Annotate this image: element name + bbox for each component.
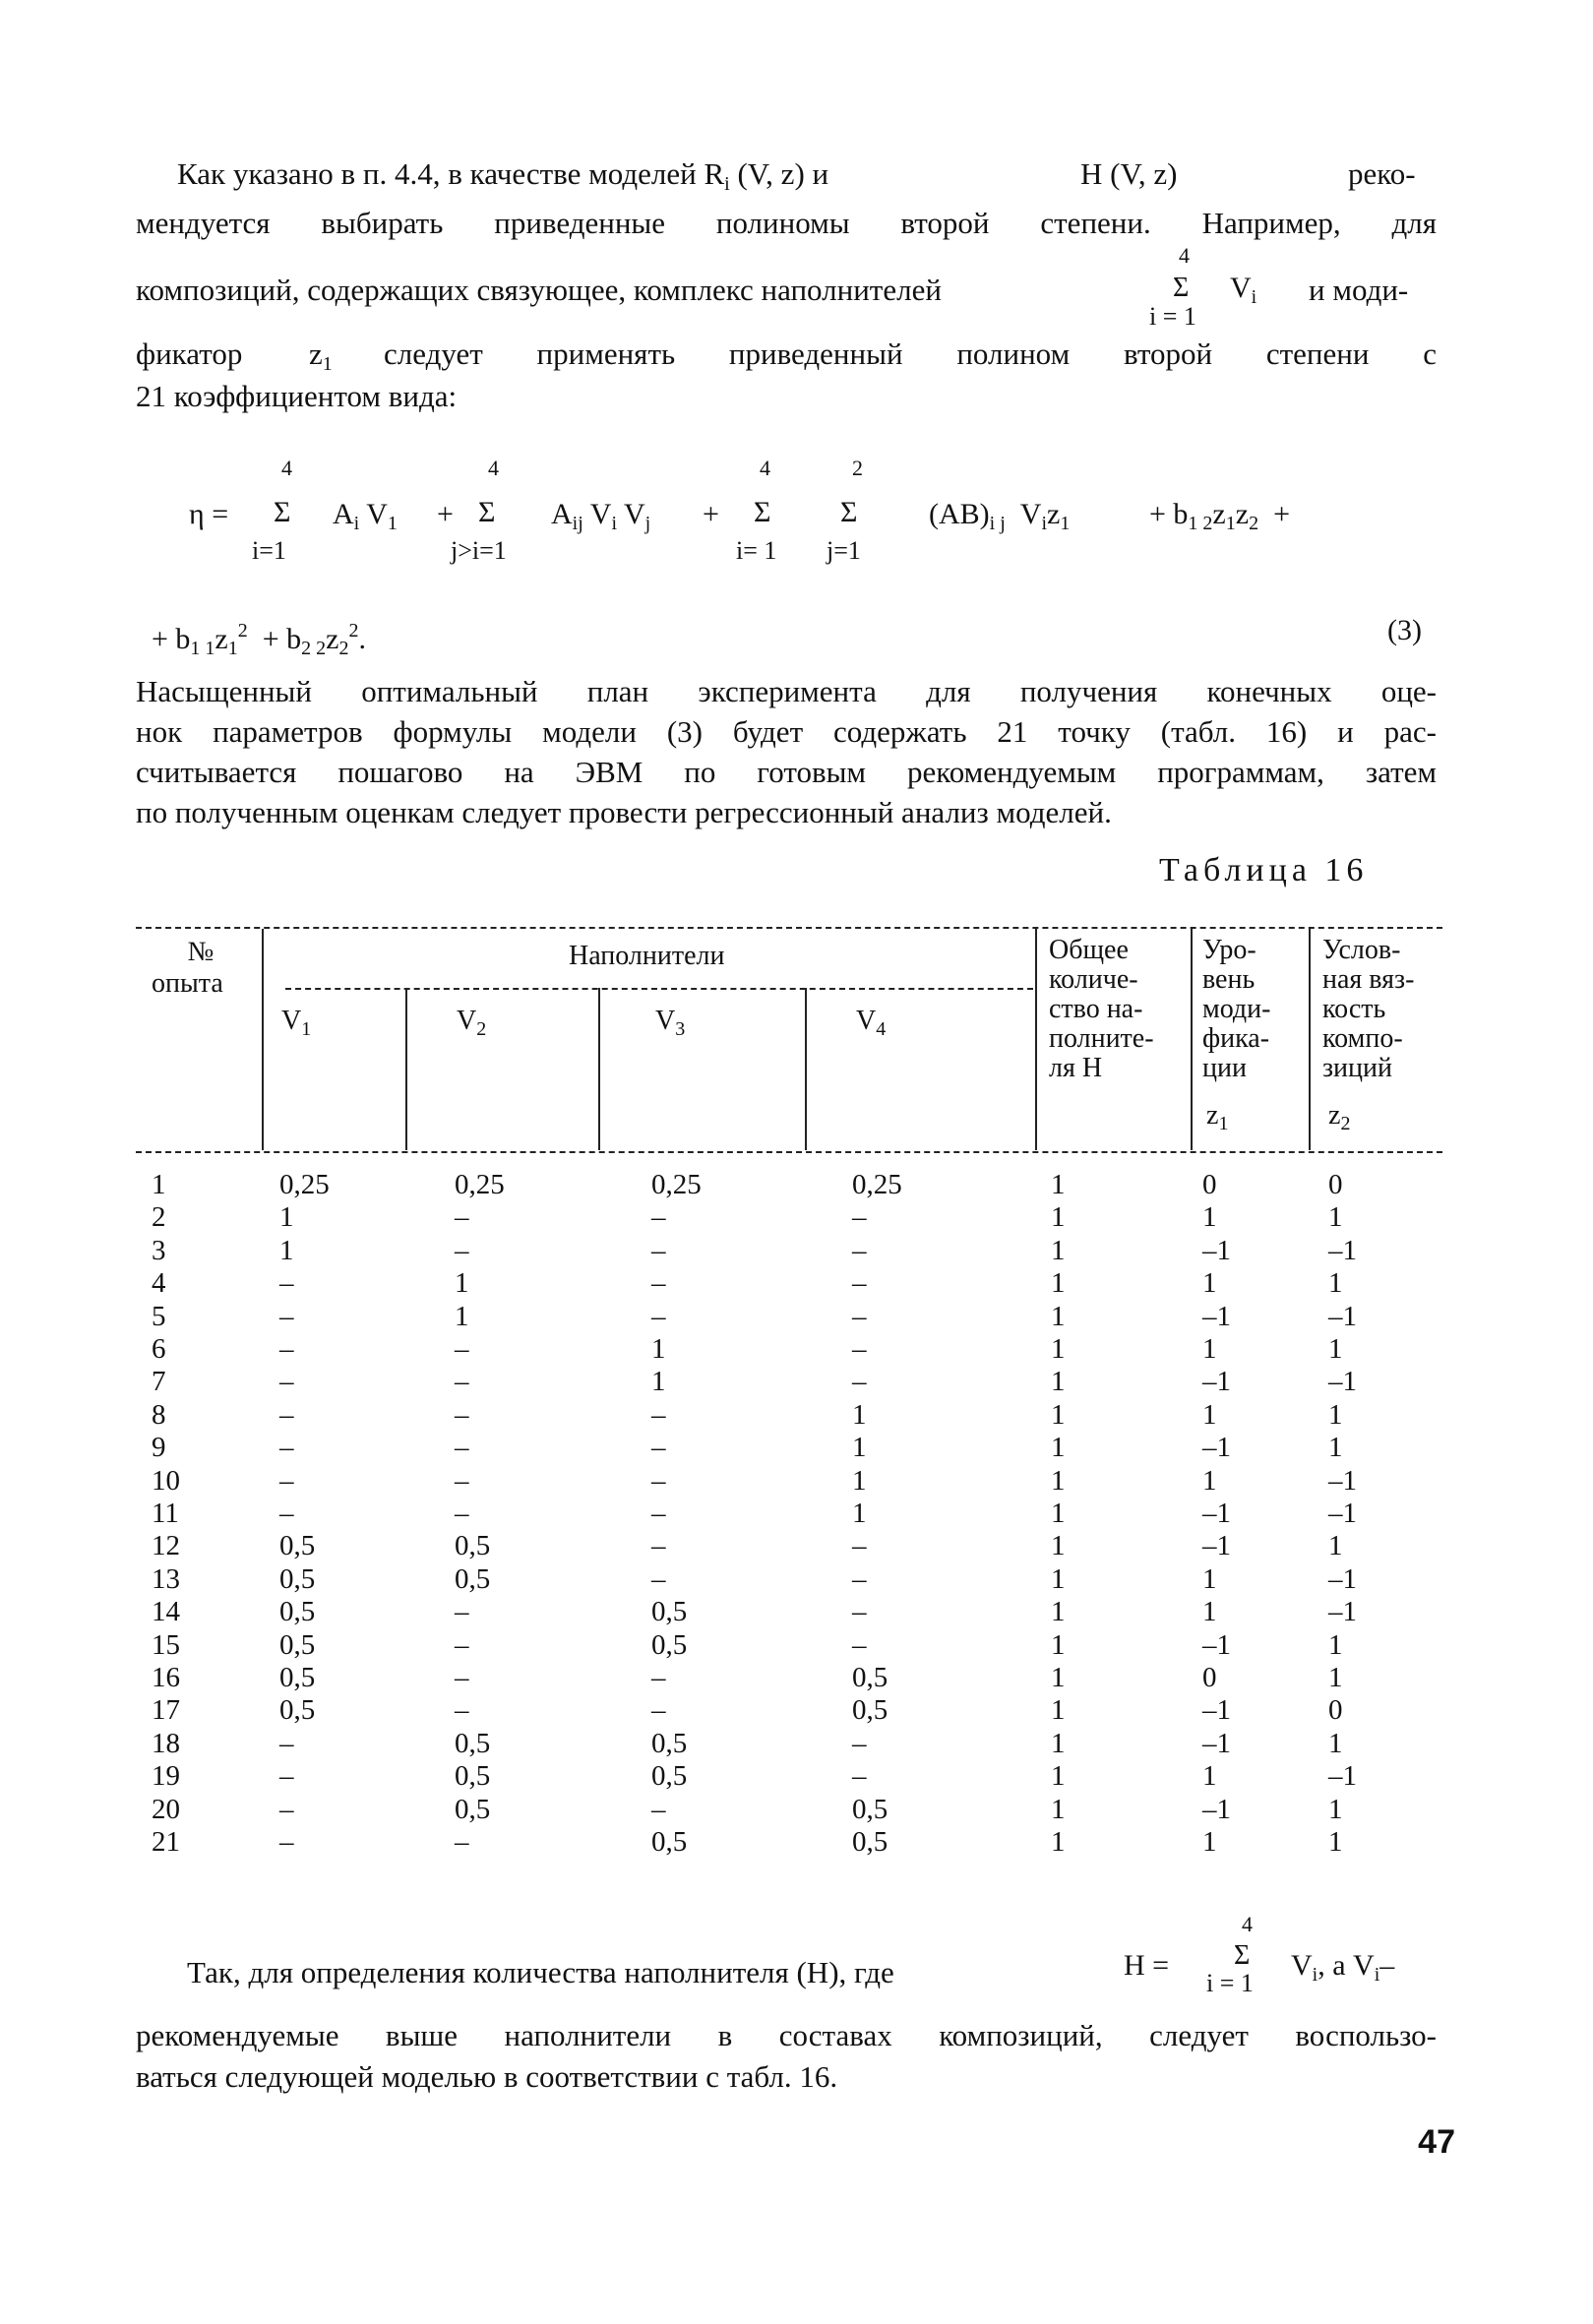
table-cell: 0,25 [651,1169,702,1200]
sum4-bot: j=1 [827,536,861,565]
table-cell: – [852,1333,867,1365]
table-cell: – [455,1826,469,1858]
table-cell: 0,5 [852,1826,888,1858]
table-cell: – [279,1793,294,1825]
table-cell: 0,5 [651,1596,688,1628]
sum1-top: 4 [281,456,292,480]
table-cell: –1 [1202,1628,1231,1661]
p3-tail: $V_i$, а $V_i-$ [1291,1949,1395,1986]
table-cell: – [455,1694,469,1727]
p2-line1: Насыщенный оптимальный план эксперимента для получения конечных оце- [136,674,1437,708]
table-cell: – [279,1760,294,1793]
table-cell: 11 [152,1498,179,1529]
table-cell: 17 [152,1694,180,1727]
table-cell: – [852,1596,867,1628]
table-cell: 1 [1328,1727,1343,1759]
table-cell: – [455,1596,469,1628]
table-cell: 0,5 [455,1562,491,1595]
table-cell: 1 [852,1498,867,1529]
table-row [0,1432,1593,1464]
table-cell: – [852,1530,867,1562]
col-sep-7 [1309,929,1311,1150]
table-cell: 0,25 [852,1169,902,1200]
table-cell: 1 [1202,1464,1217,1497]
table-cell: –1 [1202,1300,1231,1332]
table-cell: 0,5 [852,1662,888,1693]
table-cell: 1 [1051,1727,1066,1759]
th-no-2: опыта [152,968,223,999]
p1-line1-h: H (V, z) [1080,156,1178,191]
p1-line3: композиций, содержащих связующее, комплекс наполнителей [136,273,942,307]
table-cell: 1 [1051,1201,1066,1234]
sum3-sym: Σ [754,496,771,528]
table-cell: –1 [1328,1464,1357,1497]
col-sep-5 [1035,929,1037,1150]
sum2-top: 4 [488,456,499,480]
table-cell: 0 [1202,1169,1217,1200]
table-title: Таблица 16 [1159,852,1369,888]
term3: $(AB)_{i j}$ $V_iz_1$ [929,498,1071,534]
table-cell: 0,5 [455,1727,491,1759]
table-cell: 0,5 [651,1826,688,1858]
table-cell: –1 [1202,1530,1231,1562]
table-cell: –1 [1202,1694,1231,1727]
sum1-bot: i=1 [252,536,286,565]
table-cell: – [651,1201,666,1234]
table-cell: – [651,1464,666,1497]
col-sep-6 [1191,929,1193,1150]
table-cell: 13 [152,1562,180,1595]
p2-line3: считывается пошагово на ЭВМ по готовым рекомендуемым программам, затем [136,755,1437,789]
table-cell: 1 [1051,1694,1066,1727]
sum4-top: 2 [852,456,863,480]
table-cell: 1 [1328,1333,1343,1365]
table-cell: 1 [1051,1333,1066,1365]
table-cell: – [455,1234,469,1266]
th-v3: $V_3$ [655,1006,686,1040]
table-cell: 1 [1051,1596,1066,1628]
table-cell: – [651,1498,666,1529]
table-cell: 1 [152,1169,166,1200]
table-cell: – [279,1727,294,1759]
table-cell: –1 [1202,1793,1231,1825]
table-cell: – [651,1530,666,1562]
table-cell: – [455,1662,469,1693]
table-cell: 1 [1051,1366,1066,1398]
table-cell: –1 [1328,1300,1357,1332]
term-b12: + $b_{1 2}z_1z_2$ + [1149,498,1290,534]
table-cell: 1 [1051,1562,1066,1595]
table-cell: 1 [1051,1826,1066,1858]
table-cell: 1 [1051,1760,1066,1793]
table-cell: –1 [1328,1760,1357,1793]
table-cell: – [852,1234,867,1266]
table-cell: 15 [152,1628,180,1661]
table-cell: 5 [152,1300,166,1332]
table-cell: 9 [152,1432,166,1464]
p3-sum-top: 4 [1242,1912,1253,1936]
table-cell: – [279,1267,294,1300]
table-cell: 1 [1328,1793,1343,1825]
table-cell: 1 [1328,1826,1343,1858]
table-cell: 1 [1051,1628,1066,1661]
term2: $A_{ij}$ $V_i$ $V_j$ [551,498,651,534]
table-row [0,1728,1593,1760]
p2-line4: по полученным оценкам следует провести регрессионный анализ моделей. [136,795,1112,829]
table-cell: 1 [455,1300,469,1332]
table-cell: 1 [1051,1267,1066,1300]
table-cell: – [279,1333,294,1365]
table-row [0,1760,1593,1793]
table-cell: – [279,1432,294,1464]
table-row [0,1235,1593,1267]
table-row [0,1530,1593,1562]
table-cell: – [651,1398,666,1431]
table-top-rule [136,927,1442,929]
header-bottom-rule [136,1151,1442,1153]
table-cell: – [651,1432,666,1464]
sum3-top: 4 [760,456,770,480]
table-cell: 1 [1202,1398,1217,1431]
table-cell: 1 [1328,1662,1343,1693]
table-cell: 0 [1202,1662,1217,1693]
table-cell: 0,5 [279,1662,316,1693]
p3-h-eq: H = [1124,1949,1170,1982]
table-cell: 19 [152,1760,180,1793]
formula-line2: + $b_{1 1}z_1^2 + b_{2 2}z_2^2$. [152,620,366,659]
table-cell: 1 [1202,1201,1217,1234]
p1-sum-var: $V_i$ [1230,272,1257,308]
p1-line4-tail: следует применять приведенный полином второй степени с [384,336,1437,371]
table-row [0,1267,1593,1300]
table-cell: 1 [1202,1267,1217,1300]
table-cell: – [455,1333,469,1365]
col-sep-3 [598,988,600,1150]
sum3-bot: i= 1 [736,536,777,565]
table-cell: 6 [152,1333,166,1365]
table-cell: 1 [1328,1432,1343,1464]
table-cell: – [455,1628,469,1661]
table-cell: 0,5 [651,1727,688,1759]
col-sep-4 [805,988,807,1150]
p1-sum-bot: i = 1 [1149,302,1196,331]
table-row [0,1662,1593,1694]
table-cell: –1 [1202,1366,1231,1398]
p1-sum-top: 4 [1179,243,1190,268]
table-row [0,1465,1593,1498]
table-cell: 1 [651,1333,666,1365]
table-cell: 1 [1051,1662,1066,1693]
table-cell: – [852,1727,867,1759]
p3-sum-sym: Σ [1234,1940,1251,1971]
table-cell: – [651,1662,666,1693]
p3-sum-bot: i = 1 [1206,1969,1254,1997]
p1-sum-sym: Σ [1173,273,1190,303]
table-cell: – [852,1201,867,1234]
p2-line2: нок параметров формулы модели (3) будет содержать 21 точку (табл. 16) и рас- [136,714,1437,749]
table-row [0,1826,1593,1859]
th-no-1: № [187,937,214,967]
table-cell: 1 [1051,1530,1066,1562]
p3-line1: Так, для определения количества наполнителя (H), где [187,1955,894,1989]
table-cell: 16 [152,1662,180,1693]
table-cell: 1 [1051,1498,1066,1529]
table-cell: –1 [1328,1498,1357,1529]
table-row [0,1498,1593,1530]
table-cell: 3 [152,1234,166,1266]
table-cell: 1 [1202,1596,1217,1628]
table-cell: 1 [852,1432,867,1464]
table-cell: 14 [152,1596,180,1628]
table-cell: –1 [1202,1727,1231,1759]
table-cell: – [279,1366,294,1398]
table-cell: 1 [1051,1464,1066,1497]
p1-line1 [177,152,828,207]
table-cell: – [852,1366,867,1398]
sum1-sym: Σ [274,496,291,528]
plus1: + [437,498,454,530]
p1-line4-pre: фикатор [136,336,243,371]
table-cell: 1 [1328,1267,1343,1300]
formula-number: (3) [1387,614,1422,646]
table-row [0,1694,1593,1727]
table-cell: 0,5 [852,1694,888,1727]
table-cell: 12 [152,1530,180,1562]
table-cell: 1 [1328,1628,1343,1661]
table-cell: – [852,1300,867,1332]
table-row [0,1563,1593,1596]
table-cell: 1 [1051,1793,1066,1825]
table-cell: – [852,1760,867,1793]
th-fillers: Наполнители [569,941,725,971]
formula-eta: η = [189,498,229,530]
table-cell: 1 [1328,1530,1343,1562]
table-cell: 1 [1328,1398,1343,1431]
table-cell: – [279,1464,294,1497]
table-cell: 0,5 [455,1793,491,1825]
table-cell: – [455,1464,469,1497]
table-cell: 0,25 [279,1169,330,1200]
table-cell: 8 [152,1398,166,1431]
table-cell: 0,5 [651,1760,688,1793]
table-cell: – [455,1498,469,1529]
table-cell: –1 [1328,1234,1357,1266]
sum2-bot: j>i=1 [451,536,507,565]
table-cell: –1 [1202,1432,1231,1464]
sum2-sym: Σ [478,496,496,528]
table-cell: 20 [152,1793,180,1825]
table-cell: 1 [1051,1300,1066,1332]
table-cell: – [455,1366,469,1398]
table-cell: 1 [1202,1562,1217,1595]
p1-line1-tail: реко- [1348,156,1416,191]
table-cell: 1 [1202,1333,1217,1365]
table-cell: – [279,1826,294,1858]
table-cell: – [651,1267,666,1300]
table-cell: 0,5 [455,1530,491,1562]
table-cell: 21 [152,1826,180,1858]
table-cell: – [852,1562,867,1595]
table-cell: 1 [279,1201,294,1234]
p3-line3: ваться следующей моделью в соответствии с табл. 16. [136,2059,838,2094]
col-sep-2 [405,988,407,1150]
table-row [0,1399,1593,1432]
table-cell: 1 [1051,1234,1066,1266]
table-cell: – [455,1201,469,1234]
table-cell: 0 [1328,1169,1343,1200]
table-cell: 1 [1051,1169,1066,1200]
table-cell: – [651,1562,666,1595]
table-cell: – [279,1498,294,1529]
table-cell: 1 [1051,1398,1066,1431]
page-number: 47 [1418,2123,1455,2161]
table-cell: 0,5 [279,1596,316,1628]
table-row [0,1333,1593,1366]
th-v1: $V_1$ [281,1006,312,1040]
p1-line3-tail: и моди- [1309,273,1409,307]
table-cell: 1 [455,1267,469,1300]
table-cell: –1 [1202,1498,1231,1529]
table-cell: 0,5 [279,1562,316,1595]
table-cell: 0 [1328,1694,1343,1727]
p3-line2: рекомендуемые выше наполнители в составах композиций, следует воспользо- [136,2018,1437,2052]
table-cell: – [651,1234,666,1266]
table-cell: – [852,1267,867,1300]
table-cell: –1 [1328,1596,1357,1628]
table-cell: 1 [1328,1201,1343,1234]
p1-line2: мендуется выбирать приведенные полиномы второй степени. Например, для [136,206,1437,240]
table-cell: 0,25 [455,1169,505,1200]
table-cell: 1 [651,1366,666,1398]
th-v2: $V_2$ [457,1006,487,1040]
table-cell: 1 [279,1234,294,1266]
table-cell: 1 [852,1464,867,1497]
table-cell: – [455,1398,469,1431]
table-cell: 1 [852,1398,867,1431]
table-cell: – [651,1793,666,1825]
p1-line1-sub: i [724,173,730,195]
table-cell: – [651,1300,666,1332]
table-cell: – [455,1432,469,1464]
table-row [0,1301,1593,1333]
p1-line4-var: $z_1$ [309,336,333,375]
table-cell: 2 [152,1201,166,1234]
table-cell: 0,5 [651,1628,688,1661]
table-cell: –1 [1328,1366,1357,1398]
table-cell: – [852,1628,867,1661]
table-cell: –1 [1202,1234,1231,1266]
table-cell: 4 [152,1267,166,1300]
table-cell: 0,5 [852,1793,888,1825]
plus2: + [703,498,719,530]
table-cell: 0,5 [279,1530,316,1562]
p1-line1-text: Как указано в п. 4.4, в качестве моделей R [177,156,725,191]
table-row [0,1366,1593,1398]
table-row [0,1169,1593,1201]
table-cell: 7 [152,1366,166,1398]
table-row [0,1201,1593,1234]
table-cell: 0,5 [279,1628,316,1661]
table-cell: – [651,1694,666,1727]
table-cell: 0,5 [455,1760,491,1793]
table-row [0,1794,1593,1826]
table-cell: – [279,1300,294,1332]
p1-line1-mid: (V, z) и [729,156,829,191]
table-cell: 10 [152,1464,180,1497]
table-cell: – [279,1398,294,1431]
th-v4: $V_4$ [856,1006,887,1040]
table-cell: 0,5 [279,1694,316,1727]
table-row [0,1596,1593,1628]
table-cell: 1 [1202,1826,1217,1858]
table-cell: 1 [1051,1432,1066,1464]
col-sep-1 [262,929,264,1150]
table-cell: 1 [1202,1760,1217,1793]
table-cell: –1 [1328,1562,1357,1595]
table-row [0,1629,1593,1662]
p1-line5: 21 коэффициентом вида: [136,379,458,413]
fillers-rule [285,988,1033,990]
term1: $A_i$ $V_1$ [333,498,398,534]
sum4-sym: Σ [840,496,858,528]
table-cell: 18 [152,1727,180,1759]
